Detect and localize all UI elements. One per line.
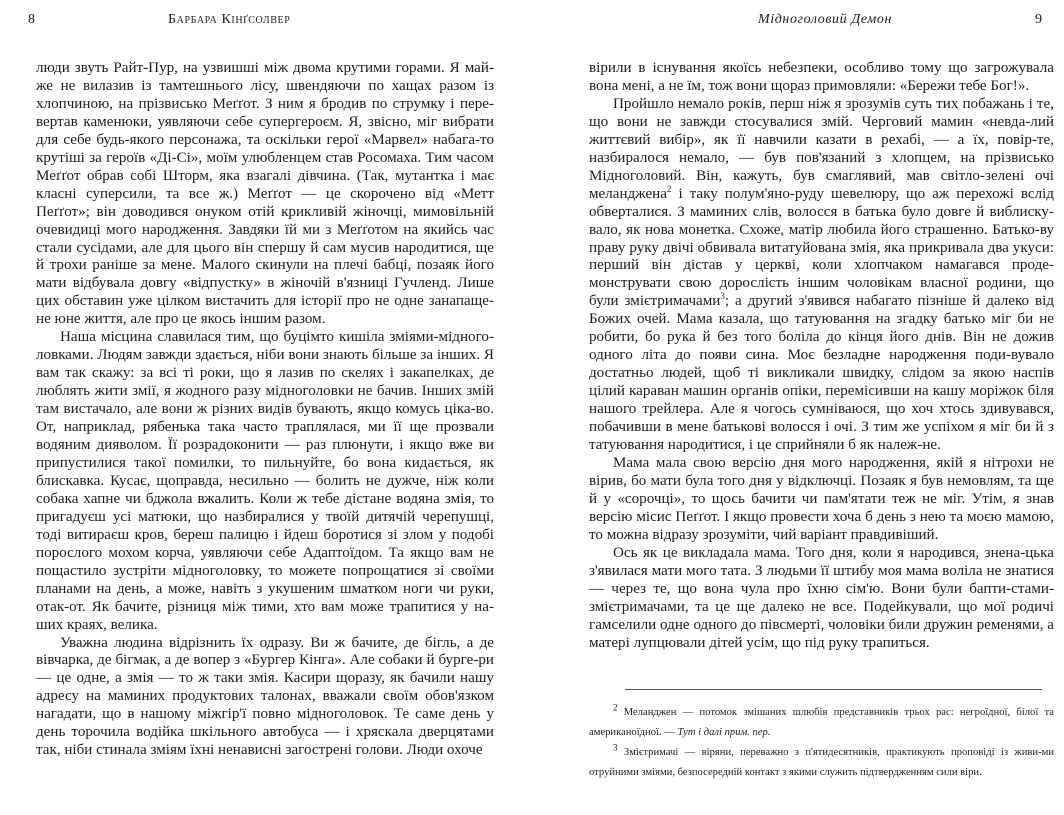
right-page-text bbox=[589, 60, 1054, 652]
footnote-divider bbox=[625, 689, 1042, 690]
footnote-ref-3[interactable]: 3 bbox=[720, 291, 725, 302]
paragraph bbox=[589, 96, 1054, 455]
running-header-author: Барбара Кінґсолвер bbox=[168, 12, 291, 27]
left-page-text bbox=[36, 60, 494, 760]
page-number: 8 bbox=[28, 12, 35, 27]
paragraph: Уважна людина відрізнить їх одразу. Ви ж бачите, де бігль, а де вівчарка, де бігмак, а де вопер з «Бургер Кінга». Але собаки й бурге-ри — це одне, а змія — то ж таки змія. Касири щоразу, як бачили нашу адресу на маминих продуктових талонах, вважали своїм обов'язком нагадати, що в нашому міжгір'ї повно мідноголовок. Те саме день у день торочила водійка шкільного автобуса — і хряскала дверцятами так, ніби стинала зміям їхні ненависні загострені голови. Люди охоче bbox=[36, 634, 494, 759]
footnote-number: 3 bbox=[613, 742, 618, 753]
footnote-ref-2[interactable]: 2 bbox=[666, 183, 672, 194]
paragraph: люди звуть Райт-Пур, на узвишші між двома крутими горами. Я май-же не вилазив із тамтешнього лісу, швендяючи по хащах разом із хлопчиною, на прізвисько Меґґот. З ним я бродив по струмку і пере-вертав каменюки, уявляючи себе супергероєм. Я, звісно, міг вибрати для себе будь-якого персонажа, та оскільки герої «Марвел» набага-то крутіші за героїв «Ді-Сі», моїм улюбленцем став Росомаха. Тим часом Меґґот обрав собі Шторм, яка взагалі дівчина. (Так, мутантка і має класні суперсили, та все ж.) Меґґот — це скорочено від «Метт Пеґґот»; він доводився онуком отій крикливій жіночці, мимовільній очевидиці мого народження. Завдяки їй ми з Меґґотом на якийсь час стали сусідами, але для цього він спершу й сам мусив народитися, ще й трохи раніше за мене. Малого скинули на плечі бабці, позаяк його мати відбувала довгу «відпустку» в жіночій в'язниці Гучленд. Лише цих обставин уже цілком вистачить для історії про не одне занапаще-не юне життя, але про це якось іншим разом. bbox=[36, 60, 494, 328]
footnote-text: Змієтримачі — віряни, переважно з п'ятидесятників, практикують проповіді із живи-ми отруйними зміями, безпосередній контакт з якими служить підтвердженням сили віри. bbox=[589, 747, 1054, 778]
footnote-number: 2 bbox=[613, 702, 618, 713]
paragraph: Мама мала свою версію дня мого народження, якій я нітрохи не вірив, бо мати була того дня у відключці. Позаяк я був немовлям, та ще й у «сорочці», то щось бачити чи пам'ятати теж не міг. Утім, я знав версію місис Пеґґот. І якщо провести хоча б день з нею та моєю мамою, то можна відразу зрозуміти, чий варіант правдивіший. bbox=[589, 454, 1054, 543]
footnote-note: Тут і далі прим. пер. bbox=[677, 727, 771, 738]
running-header-title: Мідноголовий Демон bbox=[758, 12, 892, 27]
paragraph: Наша місцина славилася тим, що буцімто кишіла зміями-мідного-ловками. Людям завжди здається, ніби вони знають більше за інших. Я вам так скажу: за всі ті роки, що я лазив по скелях і закапелках, де люблять жити змії, я жодного разу мідноголовки не бачив. Інших змій там вистачало, але вони ж різних видів бувають, якщо комусь ціка-во. От, наприклад, рябенька така часто траплялася, ми її ще прозвали водяним дияволом. Її розрадоконити — раз плюнути, і якщо вже ви припустилися такої помилки, то пильнуйте, бо вона кидається, як блискавка. Кусає, щоправда, несильно — болить не дужче, ніж коли собака хапне чи бджола вжалить. Коли ж тебе дістане водяна змія, то пригадуєш усі матюки, що назбиралися у твоїй дитячій черепушці, тоді витираєш кров, береш палицю і йдеш боротися зі злом у подобі порослого мохом корча, уявляючи себе Адаптоїдом. Та якщо вам не пощастило зустріти мідноголовку, то можете попрощатися зі своїми планами на день, а може, навіть з укушеним шматком ноги чи руки, отак-от. Як бачите, різниця між тими, хто вам може трапитися у на-ших краях, велика. bbox=[36, 329, 494, 633]
footnote-text: Меланджен — потомок змішаних шлюбів представників трьох рас: негроїдної, білої та американоїдної. bbox=[589, 707, 1054, 738]
right-page bbox=[532, 0, 1064, 815]
paragraph-segment: Пройшло немало років, перш ніж я зрозумів суть тих побажань і те, що вони не завжди стосувалися змій. Черговий мамин «невда-лий життєвий вибір», як її навчили казати в рехабі, — а їх, повір-те, назбиралося немало, — був пов'язаний з хлопцем, на прізвисько Мідноголовий. Він, кажуть, був смаглявий, мав світло-зелені очі меланджена bbox=[589, 95, 1054, 202]
paragraph-segment: і таку полум'яно-руду шевелюру, що аж перехожі вслід обверталися. З маминих слів, волосся в батька було довге й виблиску-вало, як нова монетка. Схоже, матір любила його страшенно. Батько-ву праву руку двічі обвивала витатуйована змія, яка прикривала два укуси: перший він дістав у церкві, коли хлопчаком намагався проде-монструвати свою дорослість іншим чоловікам власної родини, що були змієтримачами bbox=[589, 185, 1054, 310]
footnote bbox=[589, 743, 1054, 783]
paragraph-segment: ; а другий з'явився набагато пізніше й далеко від Божих очей. Мама казала, що татуювання на згадку батько міг би не робити, бо рука й без того боліла до кінця його днів. Він не дожив одного літа до появи сина. Моє безладне народження поди-вувало достатньо людей, щоб ті викликали швидку, слідом за якою наспів цілий караван машин органів опіки, перемісивши на кашу моріжок біля нашого трейлера. Але я чогось сумніваюся, що хоч хтось здивувався, побачивши в мене батькові волосся і очі. З тим же успіхом я міг би й з татуювання народитися, і це сприйняли б як належ-не. bbox=[589, 293, 1054, 454]
page-number: 9 bbox=[1035, 12, 1042, 27]
footnote: $^2$ Меланджен — потомок змішаних шлюбів представників трьох рас: негроїдної, білої та американоїдної. — Тут і далі прим. пер. bbox=[589, 702, 1054, 738]
paragraph: вірили в існування якоїсь небезпеки, особливо тому що загрожувала вона мені, а не їм, тож вони щораз примовляли: «Бережи тебе Бог!». bbox=[589, 60, 1054, 94]
footnotes bbox=[589, 703, 1054, 783]
paragraph: Ось як це викладала мама. Того дня, коли я народився, знена-цька з'явилася мати мого тата. З людьми її штибу моя мама воліла не знатися — через те, що вона чула про їхню сім'ю. Вони були бапти-стами-змієтримачами, та це ще далеко не все. Подейкували, що мої родичі гамселили одне одного до півсмерті, чоловіки били дружин ременями, а матері лупцювали дітей усім, що під руку трапиться. bbox=[589, 544, 1054, 651]
